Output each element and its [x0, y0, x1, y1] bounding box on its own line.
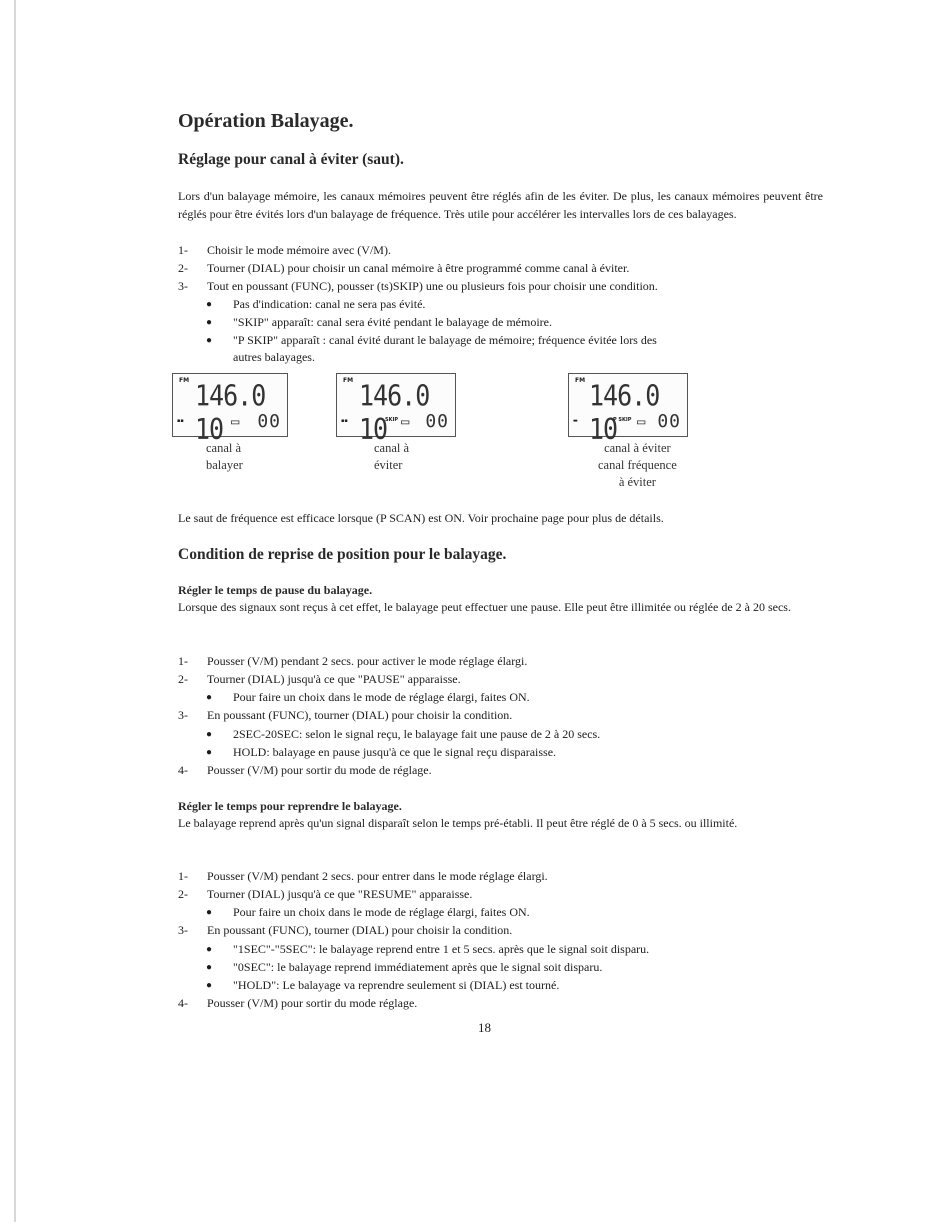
list-item — [178, 672, 461, 687]
step-number: 2- — [178, 261, 188, 275]
list-item — [178, 763, 432, 778]
step-text: En poussant (FUNC), tourner (DIAL) pour choisir la condition. — [207, 923, 513, 937]
bullet-icon: ● — [206, 335, 213, 346]
page-edge-shadow — [14, 0, 16, 1222]
step-number: 4- — [178, 996, 188, 1010]
pause-heading: Régler le temps de pause du balayage. — [178, 583, 373, 597]
caption-line: à éviter — [618, 475, 656, 489]
list-item — [178, 869, 548, 884]
frequency-readout: 146.0 10 — [359, 379, 430, 446]
display-caption — [598, 440, 677, 491]
bullet-text: Pour faire un choix dans le mode de réglage élargi, faites ON. — [233, 690, 530, 704]
fm-indicator: FM — [575, 377, 586, 384]
bullet-icon: ● — [206, 317, 213, 328]
step-text: Pousser (V/M) pendant 2 secs. pour entrer dans le mode réglage élargi. — [207, 869, 548, 883]
list-item — [178, 708, 512, 723]
channel-number: 00 — [257, 411, 281, 432]
step-text: Tourner (DIAL) jusqu'à ce que "RESUME" apparaisse. — [207, 887, 473, 901]
caption-line: canal fréquence — [598, 458, 677, 472]
bullet-text: "P SKIP" apparaît : canal évité durant le balayage de mémoire; fréquence évitée lors des — [233, 333, 657, 347]
step-number: 1- — [178, 869, 188, 883]
bullet-text: "0SEC": le balayage reprend immédiatement après que le signal soit disparu. — [233, 960, 603, 974]
pskip-indicator: P SKIP — [613, 417, 632, 423]
step-text: Choisir le mode mémoire avec (V/M). — [207, 243, 391, 257]
skip-indicator: SKIP — [385, 417, 399, 423]
bullet-text: "SKIP" apparaît: canal sera évité pendant le balayage de mémoire. — [233, 315, 552, 329]
step-number: 3- — [178, 708, 188, 722]
pause-intro: Lorsque des signaux sont reçus à cet effet, le balayage peut effectuer une pause. Elle peut être illimitée ou réglée de 2 à 20 secs. — [178, 600, 791, 614]
bullet-text: "1SEC"-"5SEC": le balayage reprend entre 1 et 5 secs. après que le signal soit disparu. — [233, 942, 650, 956]
fm-indicator: FM — [343, 377, 354, 384]
caption-line: balayer — [206, 458, 243, 472]
caption-line: canal à — [374, 441, 410, 455]
bullet-icon: ● — [206, 944, 213, 955]
bullet-text: "HOLD": Le balayage va reprendre seulement si (DIAL) est tourné. — [233, 978, 560, 992]
caption-line: éviter — [374, 458, 403, 472]
step-text: Tourner (DIAL) pour choisir un canal mémoire à être programmé comme canal à éviter. — [207, 261, 630, 275]
step-number: 3- — [178, 279, 188, 293]
section1-intro: Lors d'un balayage mémoire, les canaux mémoires peuvent être réglés afin de les éviter. De plus, les canaux mémoires peuvent être réglés pour être évités lors d'un balayage de fréquence. Très utile pour accélérer les intervalles lors de ces balayages. — [178, 189, 823, 221]
step-number: 2- — [178, 887, 188, 901]
channel-number: 00 — [657, 411, 681, 432]
channel-number: 00 — [425, 411, 449, 432]
lcd-display-pskip — [568, 373, 688, 446]
lcd-display-scan — [172, 373, 288, 446]
step-text: Tout en poussant (FUNC), pousser (ts)SKIP) une ou plusieurs fois pour choisir une condition. — [207, 279, 658, 293]
list-item — [178, 243, 391, 258]
bullet-text: HOLD: balayage en pause jusqu'à ce que le signal reçu disparaisse. — [233, 745, 557, 759]
skip-note: Le saut de fréquence est efficace lorsque (P SCAN) est ON. Voir prochaine page pour plus de détails. — [178, 511, 664, 525]
list-item — [178, 279, 658, 294]
frequency-readout: 146.0 10 — [195, 379, 266, 446]
frequency-readout: 146.0 10 — [589, 379, 660, 446]
step-text: Pousser (V/M) pour sortir du mode de réglage. — [207, 763, 432, 777]
section2-heading: Condition de reprise de position pour le balayage. — [178, 546, 507, 563]
memory-icon: ▭ — [401, 414, 410, 430]
step-number: 2- — [178, 672, 188, 686]
step-text: Tourner (DIAL) jusqu'à ce que "PAUSE" apparaisse. — [207, 672, 461, 686]
bullet-icon: ● — [206, 747, 213, 758]
lcd-display-skip — [336, 373, 456, 446]
bullet-icon: ● — [206, 729, 213, 740]
page-number: 18 — [478, 1020, 491, 1035]
bullet-text: Pas d'indication: canal ne sera pas évité. — [233, 297, 426, 311]
resume-heading: Régler le temps pour reprendre le balayage. — [178, 799, 402, 813]
list-item — [178, 261, 629, 276]
step-text: En poussant (FUNC), tourner (DIAL) pour choisir la condition. — [207, 708, 513, 722]
step-number: 4- — [178, 763, 188, 777]
fm-indicator: FM — [179, 377, 190, 384]
memory-icon: ▭ — [231, 414, 240, 430]
signal-icon: ▪▪ — [341, 418, 348, 424]
display-caption — [374, 440, 409, 474]
step-number: 1- — [178, 243, 188, 257]
list-item — [178, 996, 417, 1011]
bullet-icon: ● — [206, 299, 213, 310]
caption-line: canal à éviter — [604, 441, 671, 455]
page-title: Opération Balayage. — [178, 110, 354, 132]
list-item — [178, 887, 472, 902]
caption-line: canal à — [206, 441, 242, 455]
bullet-text: 2SEC-20SEC: selon le signal reçu, le balayage fait une pause de 2 à 20 secs. — [233, 727, 601, 741]
bullet-text: Pour faire un choix dans le mode de réglage élargi, faites ON. — [233, 905, 530, 919]
step-text: Pousser (V/M) pour sortir du mode réglage. — [207, 996, 418, 1010]
step-number: 3- — [178, 923, 188, 937]
step-number: 1- — [178, 654, 188, 668]
bullet-icon: ● — [206, 907, 213, 918]
section1-heading: Réglage pour canal à éviter (saut). — [178, 151, 404, 168]
resume-intro: Le balayage reprend après qu'un signal disparaît selon le temps pré-établi. Il peut être réglé de 0 à 5 secs. ou illimité. — [178, 816, 738, 830]
bullet-icon: ● — [206, 692, 213, 703]
signal-icon: ▬ — [573, 418, 578, 424]
bullet-icon: ● — [206, 980, 213, 991]
display-caption — [206, 440, 243, 474]
memory-icon: ▭ — [637, 414, 646, 430]
step-text: Pousser (V/M) pendant 2 secs. pour activer le mode réglage élargi. — [207, 654, 528, 668]
list-item — [178, 923, 512, 938]
signal-icon: ▪▪ — [177, 418, 184, 424]
list-item — [178, 654, 527, 669]
bullet-text-continued: autres balayages. — [233, 350, 315, 364]
bullet-icon: ● — [206, 962, 213, 973]
